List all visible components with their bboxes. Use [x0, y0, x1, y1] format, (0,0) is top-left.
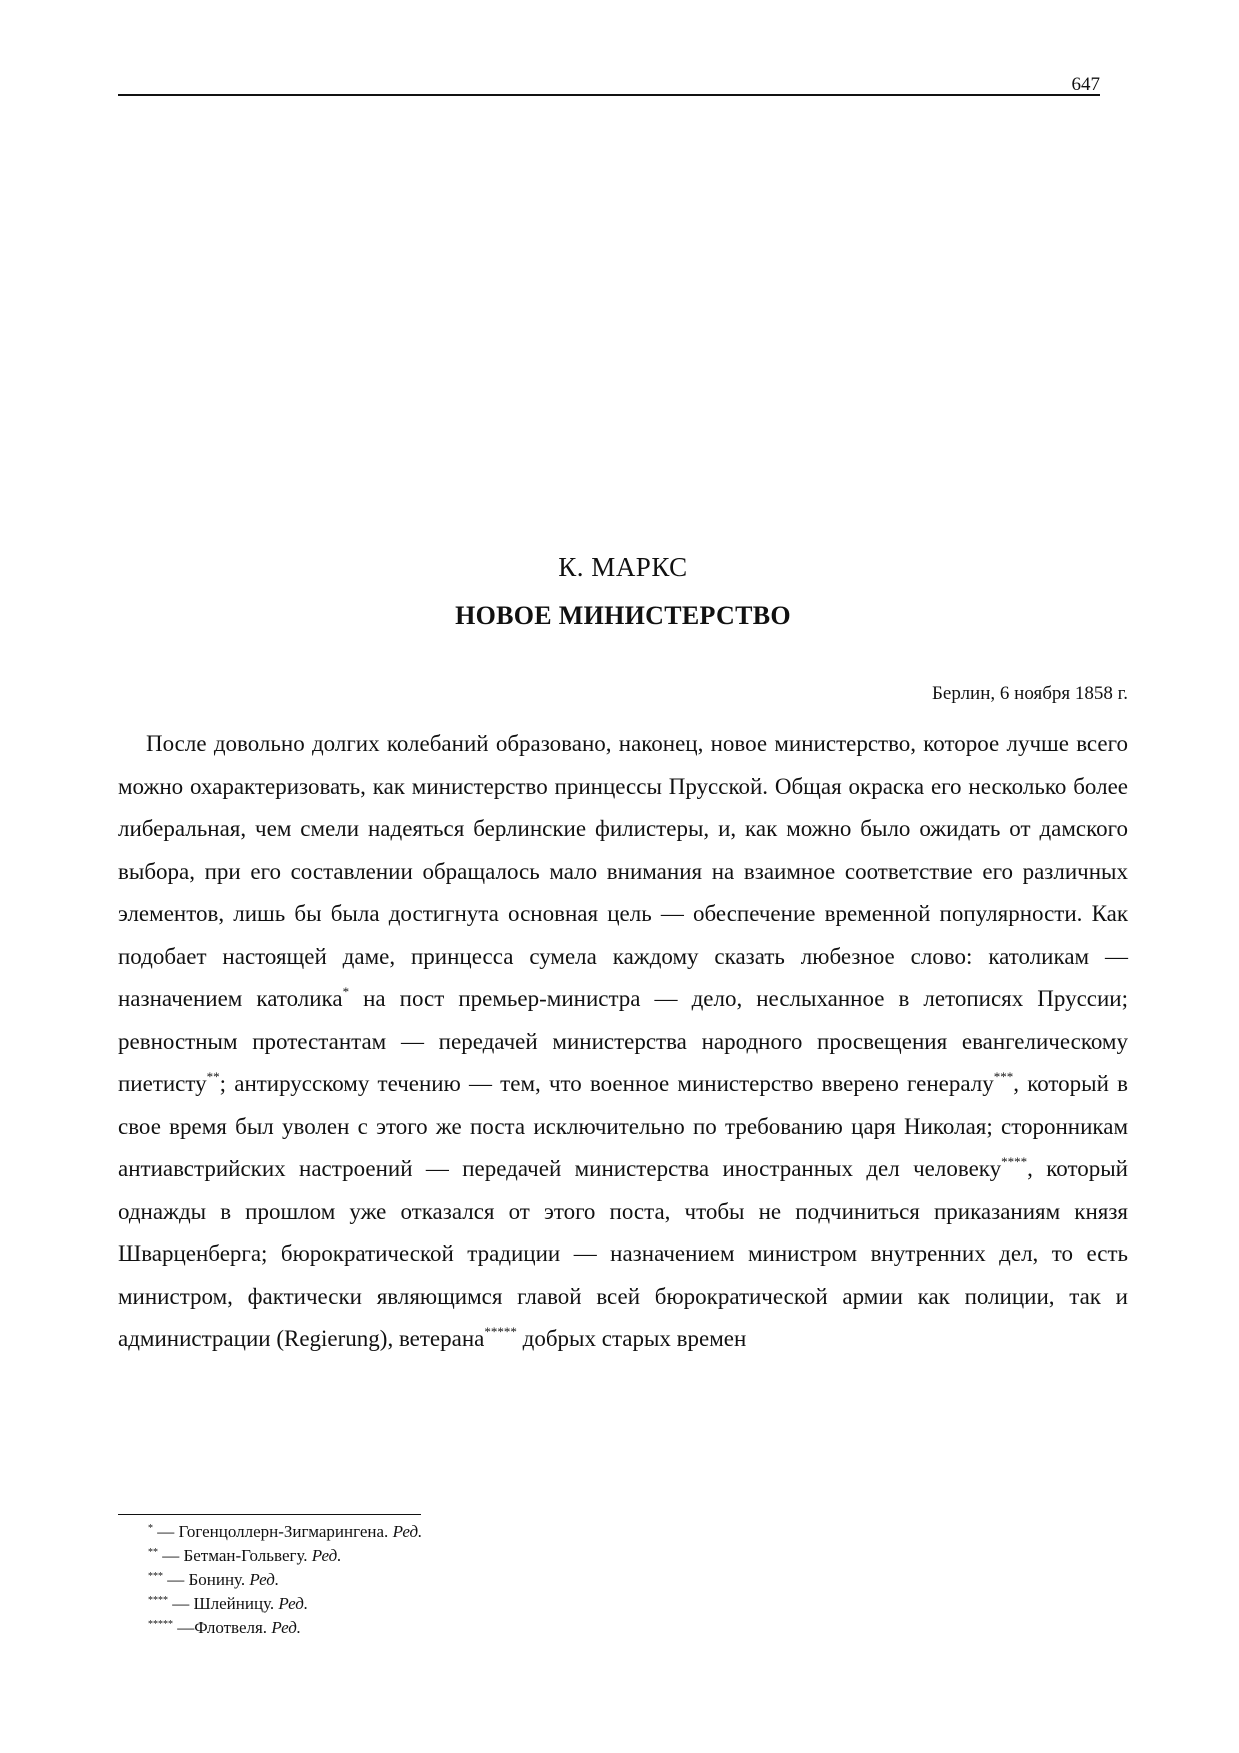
body-text-segment: После довольно долгих колебаний образовано, наконец, новое министерство, которое лучше всего можно охарактеризовать, как министерство принцессы Прусской. Общая окраска его несколько более либеральная, чем смели надеяться берлинские филистеры, и, как можно было ожидать от дамского выбора, при его составлении обращалось мало внимания на взаимное соответствие его различных элементов, лишь бы была достигнута основная цель — обеспечение временной популярности. Как подобает настоящей даме, принцесса сумела каждому сказать любезное слово: католикам — назначением католика — [118, 731, 1128, 1011]
footnote-text: —Флотвеля. — [173, 1618, 272, 1637]
article-body — [118, 723, 1128, 1361]
footnote — [148, 1520, 1048, 1544]
footnote-mark: ***** — [148, 1619, 173, 1630]
footnotes — [148, 1520, 1048, 1640]
footnote — [148, 1592, 1048, 1616]
footnote-mark: *** — [148, 1571, 163, 1582]
footnote — [148, 1544, 1048, 1568]
footnote-text: — Гогенцоллерн-Зигмарингена. — [153, 1522, 393, 1541]
footnote — [148, 1568, 1048, 1592]
author-name: К. МАРКС — [558, 552, 688, 582]
dateline: Берлин, 6 ноября 1858 г. — [931, 683, 1128, 704]
body-paragraph — [118, 723, 1128, 1361]
body-text-segment: ; антирусскому течению — тем, что военное министерство вверено генералу — [219, 1071, 994, 1096]
body-text-segment: , который в свое время был уволен с этого же поста исключительно по требованию царя Николая; сторонникам антиавстрийских настроений — передачей министерства иностранных дел человеку — [118, 1071, 1128, 1181]
footnote-text: — Бонину. — [163, 1570, 250, 1589]
header-rule — [118, 94, 1100, 96]
editor-note: Ред. — [271, 1618, 302, 1637]
footnote-rule — [118, 1514, 421, 1515]
page-number: 647 — [1071, 74, 1100, 95]
body-text-segment: добрых старых времен — [516, 1326, 747, 1351]
footnote-text: — Бетман-Гольвегу. — [158, 1546, 312, 1565]
footnote-text: — Шлейницу. — [168, 1594, 279, 1613]
editor-note: Ред. — [278, 1594, 309, 1613]
footnote-ref: * — [342, 984, 350, 999]
footnote-mark: ** — [148, 1547, 158, 1558]
body-text-segment: , который однажды в прошлом уже отказался от этого поста, чтобы не подчиниться приказаниям князя Шварценберга; бюрократической традиции — назначением министром внутренних дел, то есть министром, фактически являющимся главой всей бюрократической армии как полиции, так и администрации (Regierung), ветерана — [118, 1156, 1128, 1351]
footnote-mark: * — [148, 1523, 153, 1534]
footnote-ref: *** — [993, 1069, 1014, 1084]
footnote-ref: ** — [206, 1069, 220, 1084]
editor-note: Ред. — [249, 1570, 280, 1589]
footnote-ref: ***** — [484, 1324, 517, 1339]
footnote — [148, 1616, 1048, 1640]
article-title: НОВОЕ МИНИСТЕРСТВО — [455, 601, 791, 630]
footnote-mark: **** — [148, 1595, 168, 1606]
editor-note: Ред. — [311, 1546, 342, 1565]
body-text-segment: на пост премьер-министра — дело, неслыханное в летописях Пруссии; ревностным протестантам — передачей министерства народного просвещения евангелическому пиетисту — [118, 986, 1128, 1096]
editor-note: Ред. — [392, 1522, 423, 1541]
footnote-ref: **** — [1001, 1154, 1028, 1169]
